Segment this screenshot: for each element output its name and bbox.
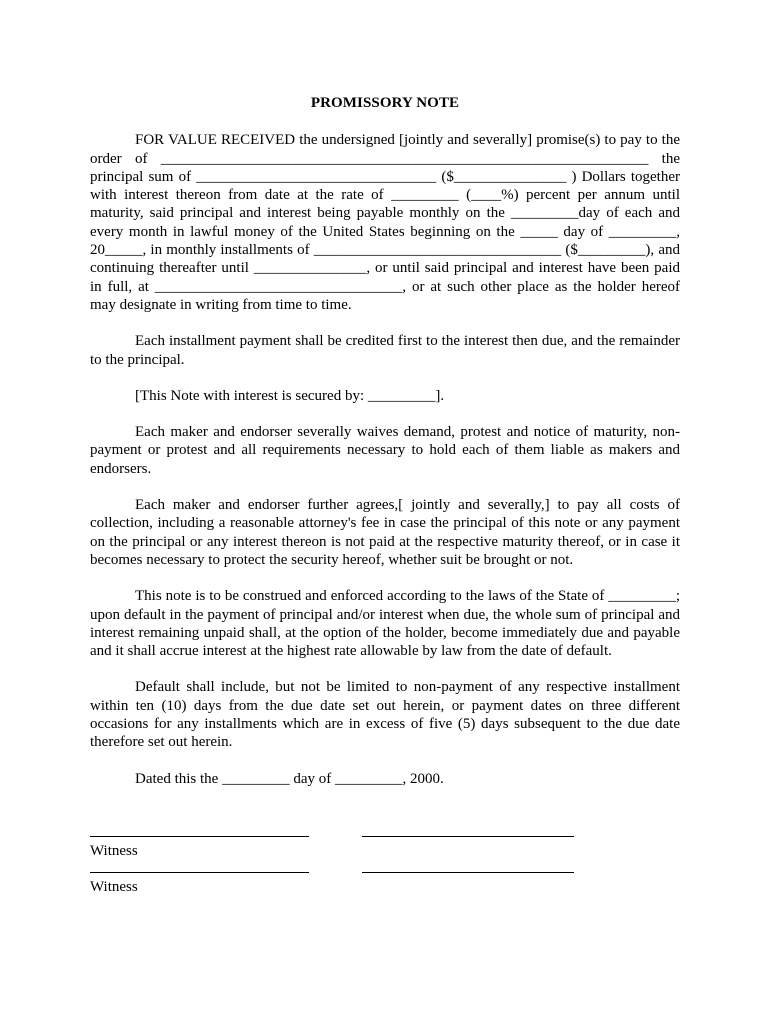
paragraph-installment-credit: Each installment payment shall be credited first to the interest then due, and the remainder to the principal. [90, 333, 680, 368]
witness-signature-line [90, 836, 309, 837]
signature-block [90, 836, 590, 908]
document-title: PROMISSORY NOTE [310, 95, 460, 111]
paragraph-security: [This Note with interest is secured by: _________]. [135, 387, 445, 404]
maker-signature-line [362, 836, 574, 837]
signature-row [90, 872, 590, 908]
paragraph-payment-terms: FOR VALUE RECEIVED the undersigned [jointly and severally] promise(s) to pay to the order of _________________________________________________________________ the principal sum of ________________________________ ($_______________ ) Dollars together with interest thereon from date at the rate of _________ (____%) percent per annum until maturity, said principal and interest being payable monthly on the _________day of each and every month in lawful money of the United States beginning on the _____ day of _________, 20_____, in monthly installments of _________________________________ ($_________), and continuing thereafter until _______________, or until said principal and interest have been paid in full, at _________________________________, or at such other place as the holder hereof may designate in writing from time to time. [90, 132, 680, 313]
witness-signature-line [90, 872, 309, 873]
witness-label: Witness [90, 843, 138, 859]
paragraph-default: Default shall include, but not be limited to non-payment of any respective installment within ten (10) days from the due date set out herein, or payment dates on three different occasions for any installments which are in excess of five (5) days subsequent to the due date therefore set out herein. [90, 679, 680, 751]
document-page [90, 94, 680, 806]
paragraph-collection-costs: Each maker and endorser further agrees,[ jointly and severally,] to pay all costs of collection, including a reasonable attorney's fee in case the principal of this note or any payment on the principal or any interest thereon is not paid at the respective maturity thereof, or in case it becomes necessary to protect the security hereof, whether suit be brought or not. [90, 497, 680, 568]
signature-row [90, 836, 590, 872]
maker-signature-line [362, 872, 574, 873]
witness-label: Witness [90, 879, 138, 895]
paragraph-governing-law: This note is to be construed and enforced according to the laws of the State of _________; upon default in the payment of principal and/or interest when due, the whole sum of principal and interest remaining unpaid shall, at the option of the holder, become immediately due and payable and it shall accrue interest at the highest rate allowable by law from the date of default. [90, 588, 680, 660]
paragraph-dated: Dated this the _________ day of _________, 2000. [135, 770, 444, 787]
paragraph-waiver: Each maker and endorser severally waives demand, protest and notice of maturity, non-payment or protest and all requirements necessary to hold each of them liable as makers and endorsers. [90, 424, 680, 477]
